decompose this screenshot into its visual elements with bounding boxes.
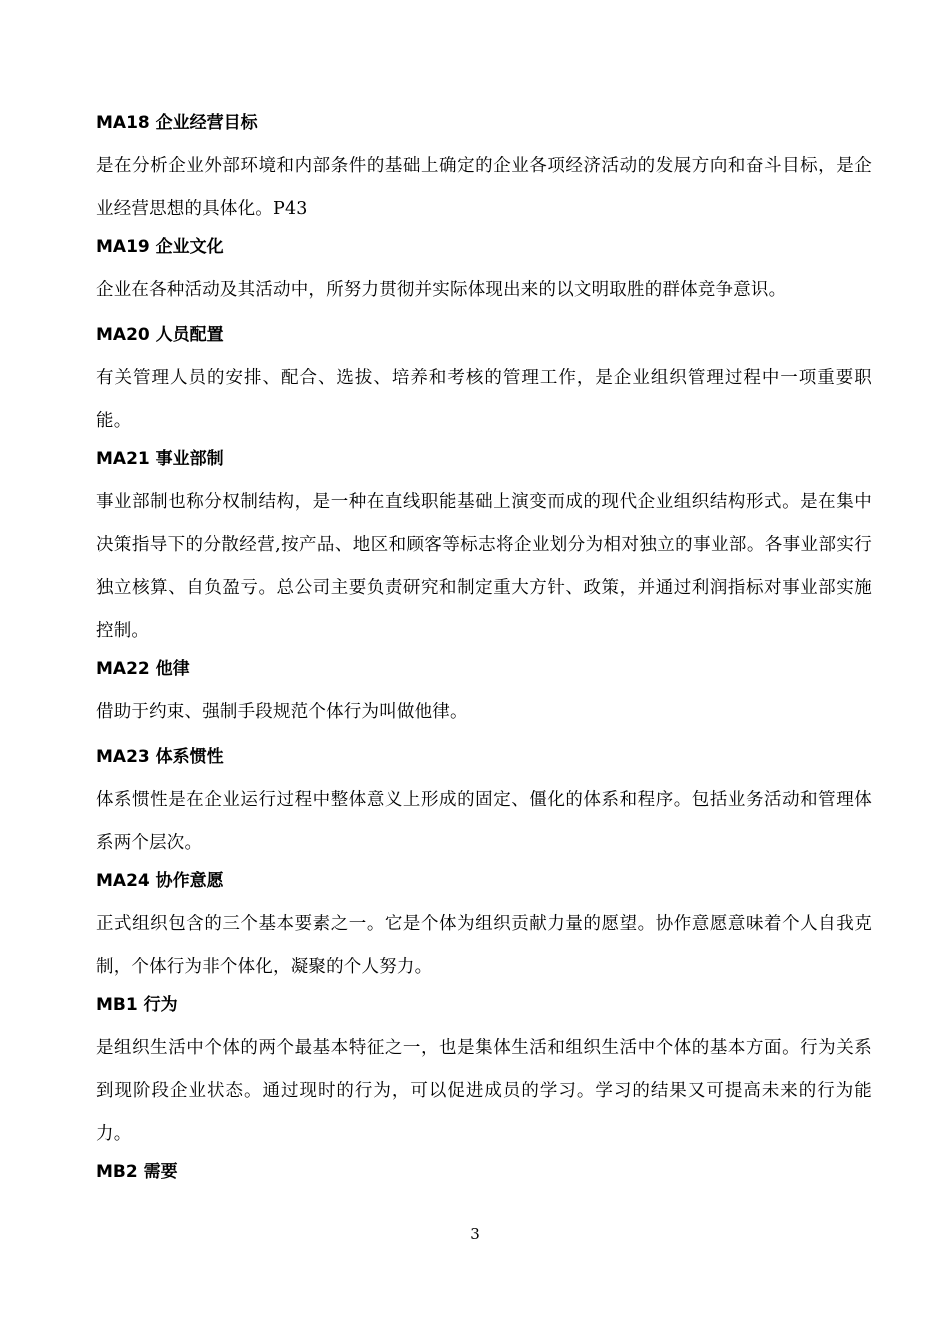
term-heading-ma18: MA18 企业经营目标 — [96, 113, 258, 133]
term-definition-ma19: 企业在各种活动及其活动中，所努力贯彻并实际体现出来的以文明取胜的群体竞争意识。 — [96, 280, 787, 300]
term-heading-mb2: MB2 需要 — [96, 1162, 178, 1182]
term-heading-ma24: MA24 协作意愿 — [96, 871, 224, 891]
term-heading-ma19: MA19 企业文化 — [96, 237, 224, 257]
term-definition-ma20: 有关管理人员的安排、配合、选拔、培养和考核的管理工作，是企业组织管理过程中一项重要职能。 — [96, 368, 872, 431]
term-definition-mb1: 是组织生活中个体的两个最基本特征之一，也是集体生活和组织生活中个体的基本方面。行为关系到现阶段企业状态。通过现时的行为，可以促进成员的学习。学习的结果又可提高未来的行为能力。 — [96, 1038, 872, 1144]
term-definition-ma22: 借助于约束、强制手段规范个体行为叫做他律。 — [96, 702, 468, 722]
term-definition-ma21: 事业部制也称分权制结构，是一种在直线职能基础上演变而成的现代企业组织结构形式。是在集中决策指导下的分散经营,按产品、地区和顾客等标志将企业划分为相对独立的事业部。各事业部实行独立核算、自负盈亏。总公司主要负责研究和制定重大方针、政策，并通过利润指标对事业部实施控制。 — [96, 492, 872, 641]
document-body — [96, 108, 872, 1194]
term-definition-ma24: 正式组织包含的三个基本要素之一。它是个体为组织贡献力量的愿望。协作意愿意味着个人自我克制，个体行为非个体化，凝聚的个人努力。 — [96, 914, 872, 977]
term-heading-ma22: MA22 他律 — [96, 659, 190, 679]
term-heading-ma23: MA23 体系惯性 — [96, 747, 224, 767]
term-definition-ma18: 是在分析企业外部环境和内部条件的基础上确定的企业各项经济活动的发展方向和奋斗目标，是企业经营思想的具体化。P43 — [96, 156, 872, 219]
page-number: 3 — [470, 1225, 480, 1243]
term-heading-mb1: MB1 行为 — [96, 995, 178, 1015]
term-heading-ma20: MA20 人员配置 — [96, 325, 224, 345]
term-heading-ma21: MA21 事业部制 — [96, 449, 224, 469]
term-definition-ma23: 体系惯性是在企业运行过程中整体意义上形成的固定、僵化的体系和程序。包括业务活动和管理体系两个层次。 — [96, 790, 872, 853]
